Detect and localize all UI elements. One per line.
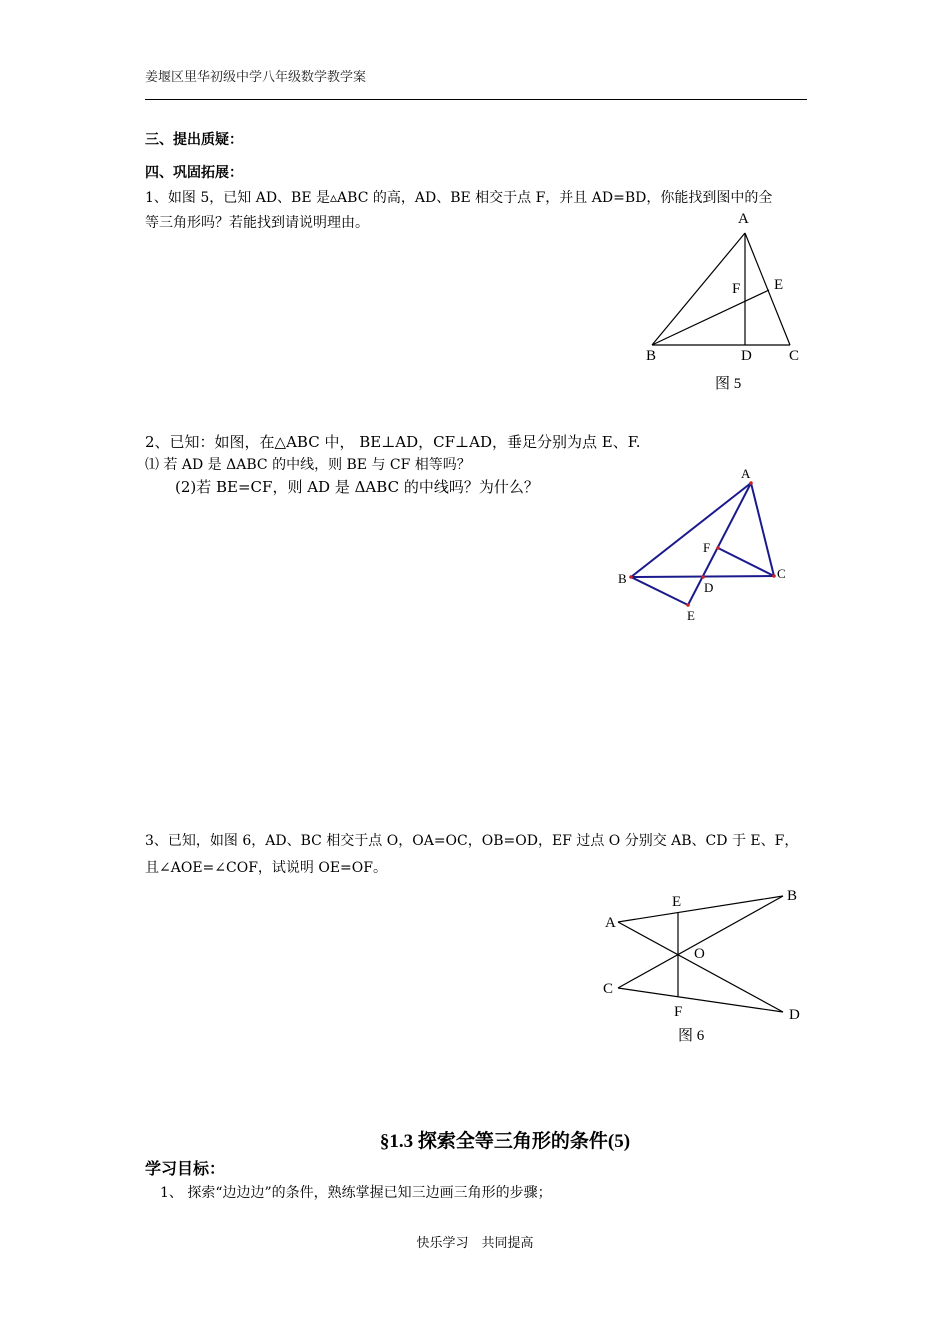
fig2-label-e: E (687, 608, 695, 623)
lesson-title: §1.3 探索全等三角形的条件(5) (379, 1131, 631, 1152)
q2-line2: ⑴ 若 AD 是 ΔABC 的中线，则 BE 与 CF 相等吗？ (145, 457, 471, 473)
q3-line1: 3、已知，如图 6，AD、BC 相交于点 O，OA=OC，OB=OD，EF 过点 O 分别交 AB、CD 于 E、F， (145, 833, 799, 849)
fig5-label-a: A (738, 211, 749, 227)
fig2-label-b: B (618, 571, 627, 586)
fig2-label-d: D (704, 580, 714, 595)
page-header: 姜堰区里华初级中学八年级数学教学案 (145, 70, 367, 85)
q2-line3: (2)若 BE=CF，则 AD 是 ΔABC 的中线吗？为什么？ (175, 478, 539, 496)
page-footer: 快乐学习 共同提高 (416, 1236, 534, 1251)
fig5-caption: 图 5 (715, 376, 742, 392)
fig6-label-a: A (605, 915, 616, 931)
figure-6 (590, 880, 820, 1050)
fig6-label-f: F (674, 1004, 683, 1020)
fig6-label-b: B (787, 888, 798, 904)
fig2-label-f: F (703, 540, 711, 555)
fig5-label-c: C (789, 348, 800, 364)
section-3-heading: 三、提出质疑： (145, 132, 243, 148)
fig6-label-e: E (672, 894, 682, 910)
fig5-label-f: F (732, 281, 741, 297)
q1-line2: 等三角形吗？若能找到请说明理由。 (145, 215, 369, 231)
fig6-label-o: O (694, 946, 705, 962)
fig5-label-d: D (741, 348, 752, 364)
figure-q2 (600, 460, 810, 630)
goal-1: 1、 探索“边边边”的条件，熟练掌握已知三边画三角形的步骤； (160, 1185, 552, 1201)
q1-line1: 1、如图 5，已知 AD、BE 是▵ABC 的高，AD、BE 相交于点 F，并且 AD=BD，你能找到图中的全 (145, 190, 773, 206)
fig6-label-c: C (603, 981, 614, 997)
header-rule (145, 99, 807, 100)
fig6-label-d: D (789, 1007, 800, 1023)
figure-5 (600, 200, 820, 400)
fig2-label-a: A (741, 466, 751, 481)
fig5-label-e: E (774, 277, 784, 293)
section-4-heading: 四、巩固拓展： (145, 165, 243, 181)
q3-line2: 且∠AOE=∠COF，试说明 OE=OF。 (145, 860, 387, 876)
fig6-caption: 图 6 (678, 1028, 705, 1044)
fig5-label-b: B (646, 348, 657, 364)
q2-line1: 2、已知：如图，在△ABC 中， BE⊥AD，CF⊥AD，垂足分别为点 E、F. (145, 433, 641, 451)
fig2-label-c: C (777, 566, 786, 581)
learning-goals-label: 学习目标： (145, 1159, 226, 1178)
